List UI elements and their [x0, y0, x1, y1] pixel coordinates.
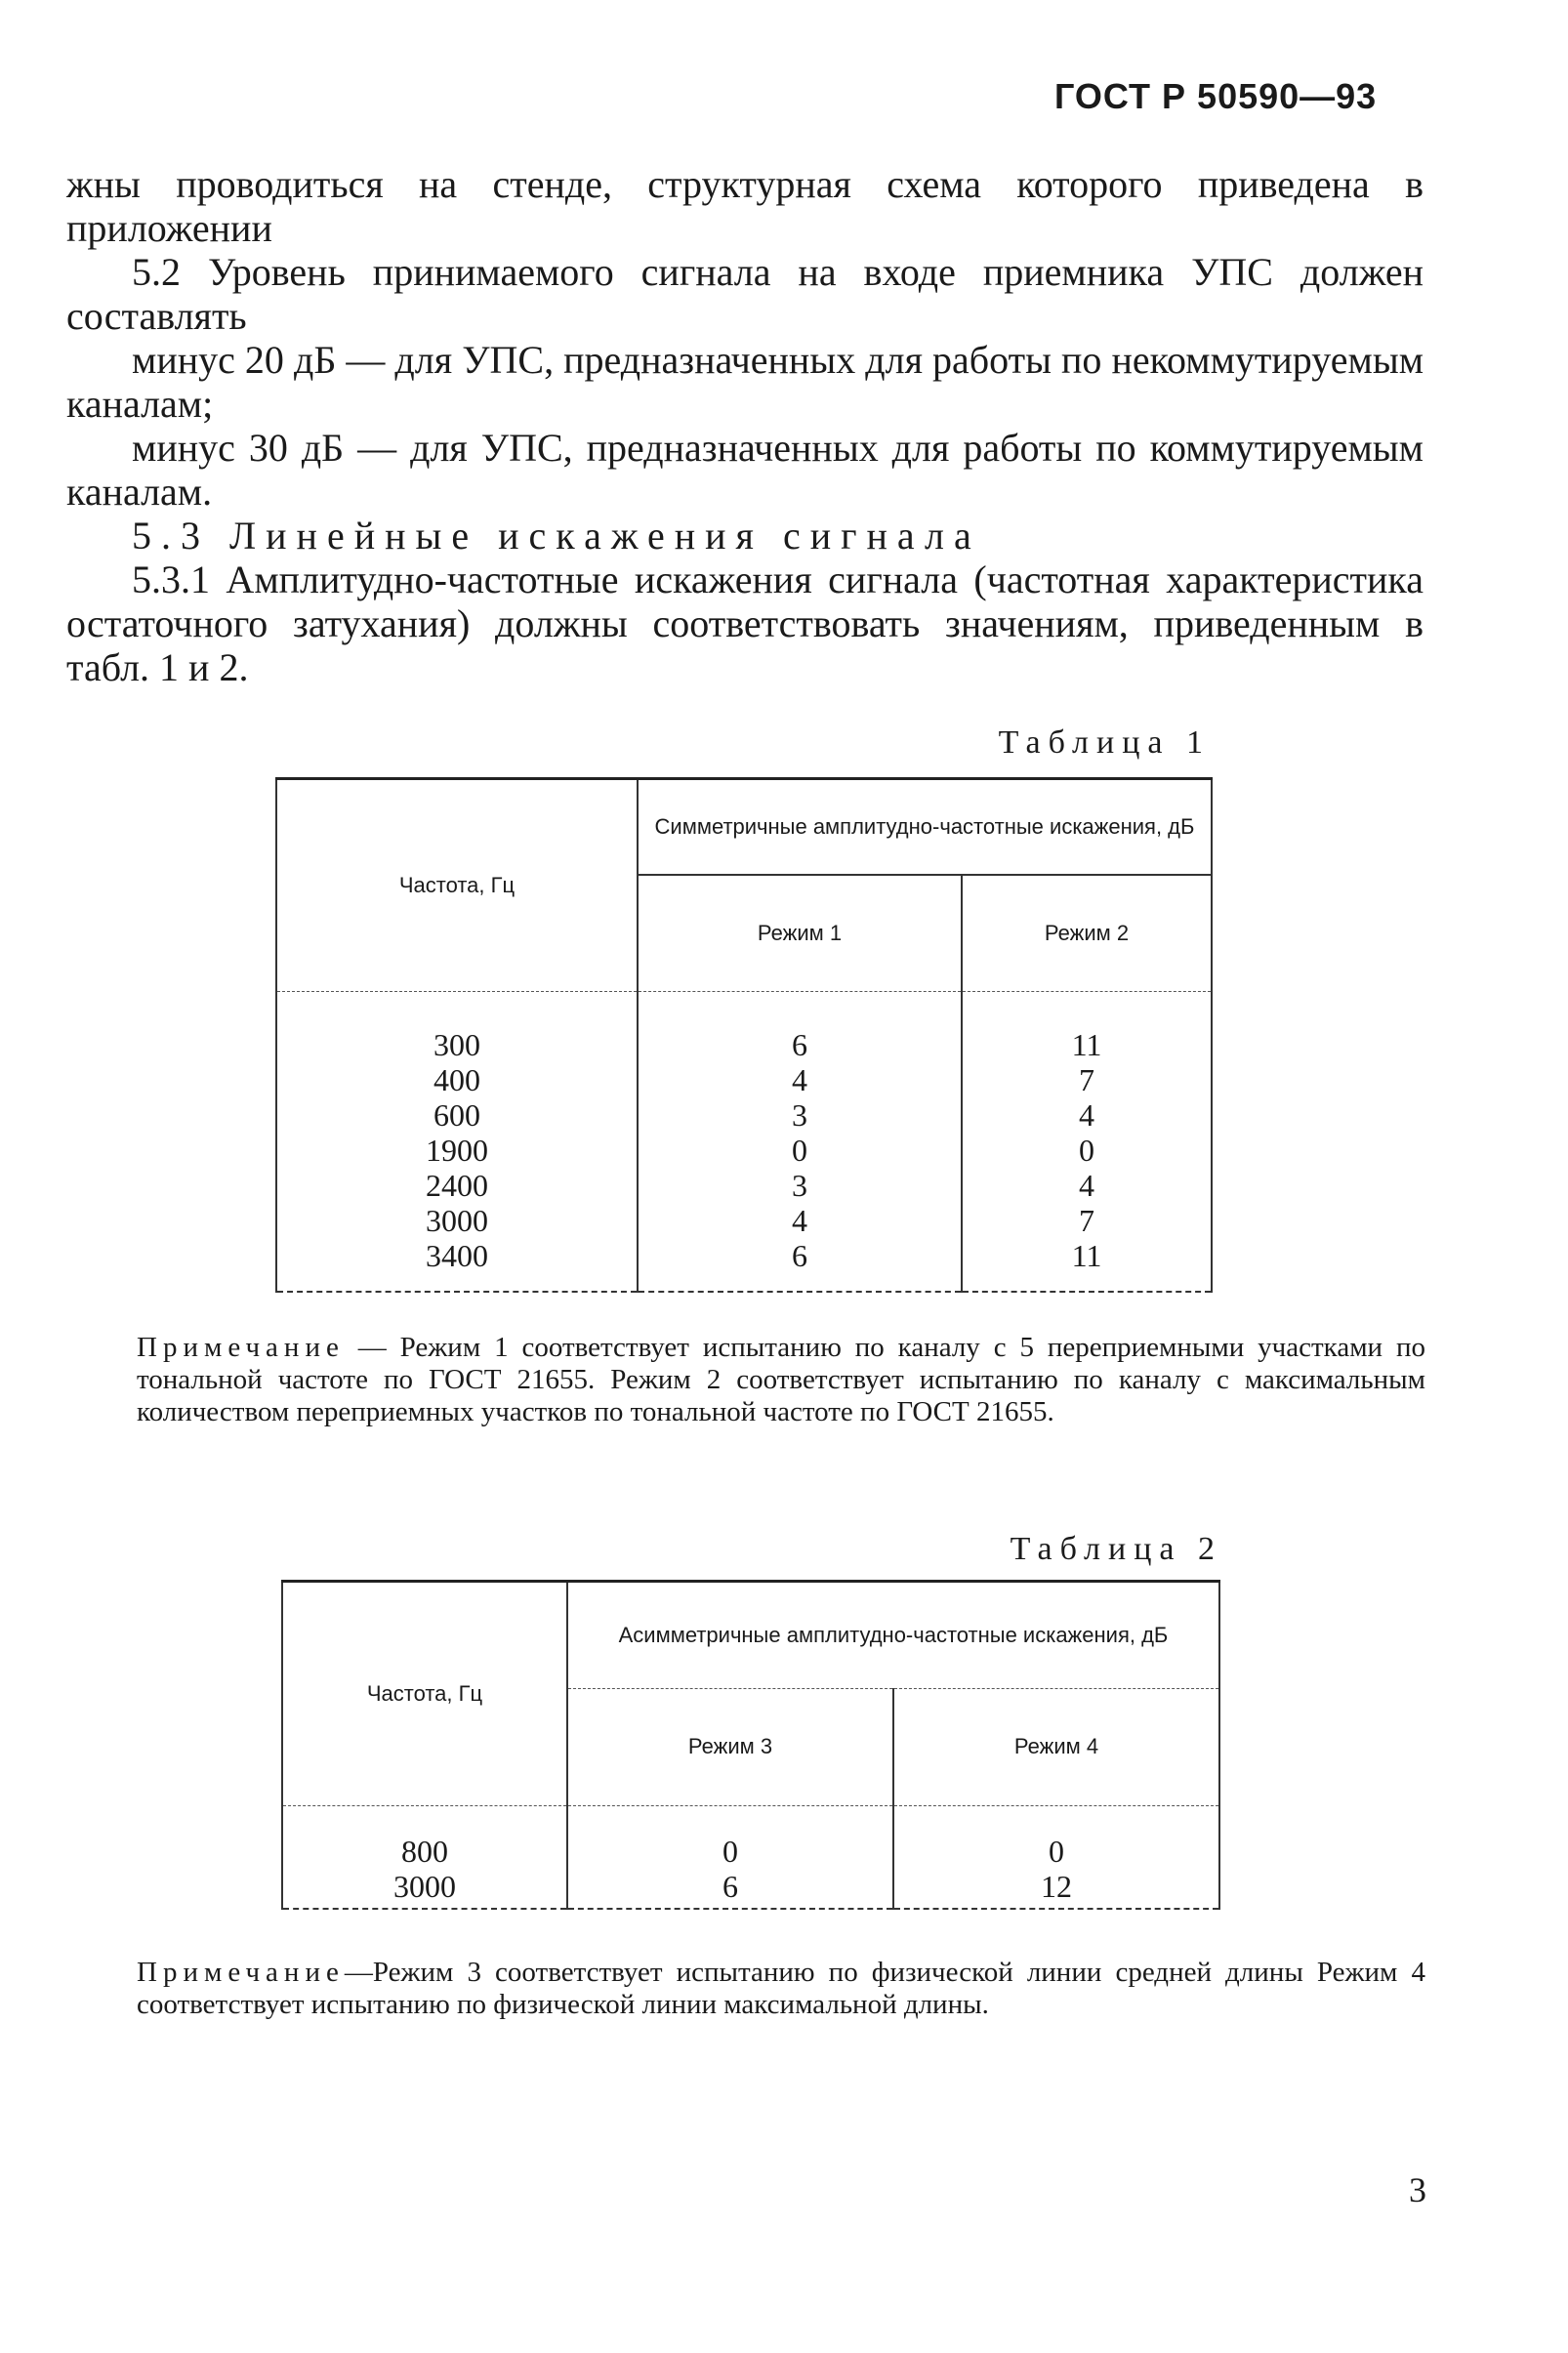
table-2-note [137, 1957, 1425, 2021]
table-row: 300 [433, 1027, 480, 1062]
table-1-freq-values [276, 992, 638, 1293]
table-1-mode-2-values [962, 992, 1212, 1293]
table-2-freq-header: Частота, Гц [282, 1582, 567, 1806]
paragraph-5-2: 5.2 Уровень принимаемого сигнала на входе приемника УПС должен составлять [66, 250, 1424, 338]
table-row: 600 [433, 1097, 480, 1133]
table-1-note [137, 1332, 1425, 1428]
table-cell: 3 [792, 1097, 807, 1133]
table-1-col-mode-2: Режим 2 [962, 875, 1212, 991]
table-cell: 12 [1041, 1869, 1072, 1904]
table-1-group-header: Симметричные амплитудно-частотные искажения, дБ [638, 779, 1212, 876]
table-cell: 7 [1079, 1062, 1094, 1097]
table-row: 400 [433, 1062, 480, 1097]
table-2-mode-4-values [893, 1806, 1219, 1910]
paragraph-minus-30: минус 30 дБ — для УПС, предназначенных для работы по коммутируемым каналам. [66, 426, 1424, 514]
table-cell: 4 [792, 1062, 807, 1097]
paragraph-minus-20: минус 20 дБ — для УПС, предназначенных для работы по некоммутируемым каналам; [66, 338, 1424, 426]
table-2-col-mode-3: Режим 3 [567, 1688, 893, 1805]
table-cell: 3 [792, 1168, 807, 1203]
table-row: 3400 [426, 1238, 488, 1273]
document-header: ГОСТ Р 50590—93 [1054, 76, 1378, 116]
table-2-caption: Таблица 2 [1010, 1531, 1222, 1567]
table-cell: 11 [1071, 1238, 1102, 1273]
section-heading-5-3: 5.3 Линейные искажения сигнала [132, 514, 981, 557]
note-text: —Режим 3 соответствует испытанию по физической линии средней длины Режим 4 соответствует испытанию по физической линии максимальной длины. [137, 1957, 1425, 2020]
page-number: 3 [1409, 2170, 1426, 2209]
table-2-freq-values [282, 1806, 567, 1910]
table-cell: 6 [792, 1027, 807, 1062]
table-2-col-mode-4: Режим 4 [893, 1688, 1219, 1805]
table-row: 2400 [426, 1168, 488, 1203]
table-row: 1900 [426, 1133, 488, 1168]
table-row: 3000 [393, 1869, 456, 1904]
body-text [66, 162, 1424, 689]
table-row: 3000 [426, 1203, 488, 1238]
table-cell: 0 [1079, 1133, 1094, 1168]
table-cell: 0 [722, 1834, 738, 1869]
table-row: 800 [401, 1834, 448, 1869]
table-2 [281, 1580, 1220, 1910]
note-lead: Примечание [137, 1957, 345, 1988]
table-cell: 6 [722, 1869, 738, 1904]
table-cell: 4 [1079, 1168, 1094, 1203]
paragraph-continuation: жны проводиться на стенде, структурная схема которого приведена в приложении [66, 162, 1424, 250]
paragraph-5-3-1: 5.3.1 Амплитудно-частотные искажения сигнала (частотная характеристика остаточного затухания) должны соответствовать значениям, приведенным в табл. 1 и 2. [66, 557, 1424, 689]
table-cell: 0 [1049, 1834, 1064, 1869]
note-lead: Примечание [137, 1332, 345, 1363]
table-1-freq-header: Частота, Гц [276, 779, 638, 992]
table-1-mode-1-values [638, 992, 962, 1293]
table-2-group-header: Асимметричные амплитудно-частотные искажения, дБ [567, 1582, 1219, 1689]
table-2-mode-3-values [567, 1806, 893, 1910]
table-cell: 4 [792, 1203, 807, 1238]
table-1 [275, 777, 1213, 1293]
table-cell: 7 [1079, 1203, 1094, 1238]
note-text: — Режим 1 соответствует испытанию по каналу с 5 переприемными участками по тональной частоте по ГОСТ 21655. Режим 2 соответствует испытанию по каналу с максимальным количеством переприемных участков по тональной частоте по ГОСТ 21655. [137, 1332, 1425, 1427]
table-cell: 0 [792, 1133, 807, 1168]
table-cell: 4 [1079, 1097, 1094, 1133]
table-cell: 6 [792, 1238, 807, 1273]
table-1-col-mode-1: Режим 1 [638, 875, 962, 991]
table-cell: 11 [1071, 1027, 1102, 1062]
table-1-caption: Таблица 1 [998, 724, 1211, 761]
